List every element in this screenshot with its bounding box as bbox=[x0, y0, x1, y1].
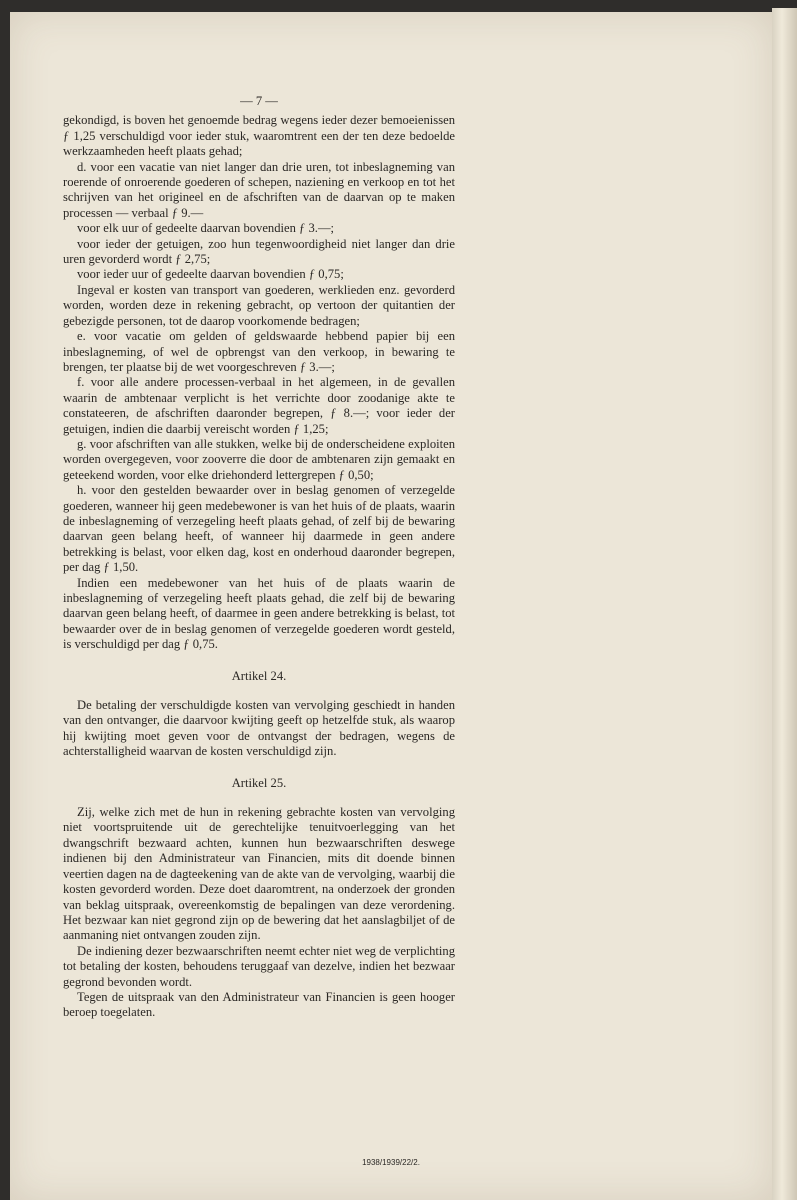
adjacent-page-edge bbox=[772, 8, 797, 1200]
paragraph: voor ieder der getuigen, zoo hun tegenwoordigheid niet langer dan drie uren gevorderd wordt ƒ 2,75; bbox=[63, 236, 455, 267]
paragraph: voor elk uur of gedeelte daarvan bovendien ƒ 3.—; bbox=[77, 221, 335, 236]
paragraph-item-f: f. voor alle andere processen-verbaal in het algemeen, in de gevallen waarin de ambtenaar verplicht is het verrichte door zoodanige akte te constateeren, de afschriften daaronder begrepen, ƒ 8.—; voor ieder der getuigen, indien die daarbij vereischt worden ƒ 1,25; bbox=[63, 375, 455, 436]
paragraph-item-d: d. voor een vacatie van niet langer dan drie uren, tot inbeslagneming van roerende of onroerende goederen of schepen, naziening en verkoop en tot het schrijven van het origineel en de afschriften van de daarvan op te maken processen — verbaal ƒ 9.— bbox=[63, 159, 455, 220]
paragraph-item-e: e. voor vacatie om gelden of geldswaarde hebbend papier bij een inbeslagneming, of wel de opbrengst van den verkoop, in bewaring te brengen, ter plaatse bij de wet voorgeschreven ƒ 3.—; bbox=[63, 329, 455, 374]
article-heading: Artikel 25. bbox=[231, 775, 287, 790]
paragraph: gekondigd, is boven het genoemde bedrag wegens ieder dezer bemoeienissen ƒ 1,25 verschuldigd voor ieder stuk, waaromtrent een der ten deze bedoelde werkzaamheden heeft plaats gehad; bbox=[63, 113, 455, 159]
paragraph-item-h: h. voor den gestelden bewaarder over in beslag genomen of verzegelde goederen, wanneer hij geen medebewoner is van het huis of de plaats, waarin de inbeslagneming of verzegeling heeft plaats gehad, of zelf bij de bewaring daarvan geen belang heeft, of wanneer hij daarmede in geen andere betrekking is belast, voor elken dag, kost en onderhoud daaronder begrepen, per dag ƒ 1,50. bbox=[63, 483, 455, 575]
article-heading: Artikel 24. bbox=[231, 668, 287, 683]
paragraph: voor ieder uur of gedeelte daarvan bovendien ƒ 0,75; bbox=[77, 267, 344, 282]
paragraph: Indien een medebewoner van het huis of de plaats waarin de inbeslagneming of verzegeling heeft plaats gehad, die zelf bij de bewaring daarvan geen belang heeft, of daarmee in geen andere betrekking is belast, tot bewaarder over de in beslag genomen of verzegelde goederen wordt gesteld, is verschuldigd per dag ƒ 0,75. bbox=[63, 575, 455, 652]
paragraph-item-g: g. voor afschriften van alle stukken, welke bij de onderscheidene exploiten worden overgegeven, voor zooverre die door de ambtenaren zijn gemaakt en geteekend worden, voor elke driehonderd lettergrepen ƒ 0,50; bbox=[63, 436, 455, 482]
paragraph: Tegen de uitspraak van den Administrateur van Financien is geen hooger beroep toegelaten. bbox=[63, 989, 455, 1020]
page-number: — 7 — bbox=[240, 94, 278, 108]
paragraph: De betaling der verschuldigde kosten van vervolging geschiedt in handen van den ontvanger, die daarvoor kwijting geeft op hetzelfde stuk, als waarop hij kwijting moet geven voor de ontvangst der bedragen, wegens de achterstalligheid waarvan de kosten verschuldigd zijn. bbox=[63, 698, 455, 759]
footer-code: 1938/1939/22/2. bbox=[362, 1158, 420, 1167]
paragraph: Ingeval er kosten van transport van goederen, werklieden enz. gevorderd worden, worden deze in rekening gebracht, op vertoon der quitantien der gebezigde personen, tot de daarop voorkomende bedragen; bbox=[63, 282, 455, 328]
page-text bbox=[63, 94, 455, 1021]
paragraph: De indiening dezer bezwaarschriften neemt echter niet weg de verplichting tot betaling der kosten, behoudens teruggaaf van dezelve, indien het bezwaar gegrond bevonden wordt. bbox=[63, 943, 455, 989]
paragraph: Zij, welke zich met de hun in rekening gebrachte kosten van vervolging niet voortspruitende uit de gerechtelijke tenuitvoerlegging van het dwangschrift bezwaard achten, kunnen hun bezwaarschriften deswege indienen bij den Administrateur van Financien, mits dit doende binnen veertien dagen na de dagteekening van de akte van de vervolging, waarbij die kosten gevorderd worden. Deze doet daaromtrent, na onderzoek der gronden van beklag uitspraak, overeenkomstig de bepalingen van deze verordening. Het bezwaar kan niet gegrond zijn op de bewering dat het aanslagbiljet of de aanmaning niet ontvangen zouden zijn. bbox=[63, 805, 455, 943]
